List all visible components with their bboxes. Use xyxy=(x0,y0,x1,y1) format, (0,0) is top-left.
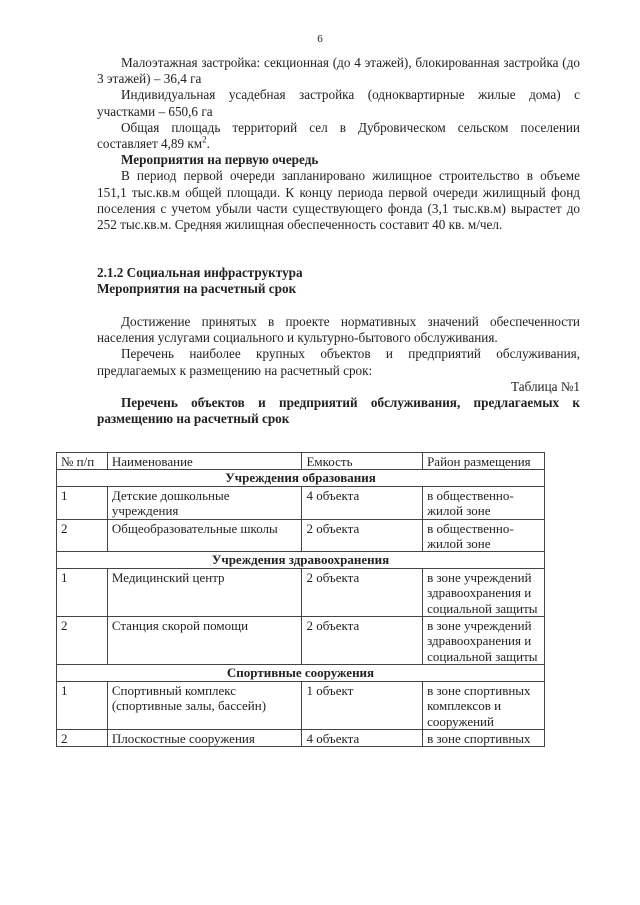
table-row xyxy=(57,681,545,729)
heading-first-stage: Мероприятия на первую очередь xyxy=(121,152,319,168)
header-area: Район размещения xyxy=(423,453,545,470)
table-row xyxy=(57,519,545,552)
cell-capacity: 1 объект xyxy=(302,681,423,729)
group-row-sports xyxy=(57,665,545,681)
cell-area: в зоне учреждений здравоохранения и социальной защиты xyxy=(423,617,545,665)
cell-area: в зоне спортивных комплексов и сооружений xyxy=(423,681,545,729)
group-title: Спортивные сооружения xyxy=(57,665,545,681)
cell-capacity: 2 объекта xyxy=(302,617,423,665)
section-title: 2.1.2 Социальная инфраструктура xyxy=(97,265,303,280)
table-label: Таблица №1 xyxy=(511,378,580,394)
header-capacity: Емкость xyxy=(302,453,423,470)
cell-name: Станция скорой помощи xyxy=(107,617,302,665)
paragraph-total-area xyxy=(97,120,580,152)
section-text-block xyxy=(97,314,580,427)
total-area-text: Общая площадь территорий сел в Дубровическом сельском поселении составляет 4,89 км xyxy=(97,119,580,152)
table-row xyxy=(57,729,545,746)
cell-num: 1 xyxy=(57,486,108,519)
group-row-healthcare xyxy=(57,552,545,568)
paragraph-first-stage: В период первой очереди запланировано жилищное строительство в объеме 151,1 тыс.кв.м общей площади. К концу периода первой очереди жилищный фонд поселения с учетом убыли части существующего фонда (3,1 тыс.кв.м) вырастет до 252 тыс.кв.м. Средняя жилищная обеспеченность составит 40 кв. м/чел. xyxy=(97,168,580,233)
cell-name: Общеобразовательные школы xyxy=(107,519,302,552)
cell-capacity: 4 объекта xyxy=(302,486,423,519)
section-subheading: Мероприятия на расчетный срок xyxy=(97,281,297,297)
paragraph-low-rise: Малоэтажная застройка: секционная (до 4 этажей), блокированная застройка (до 3 этажей) – 36,4 га xyxy=(97,55,580,87)
cell-name: Детские дошкольные учреждения xyxy=(107,486,302,519)
header-name: Наименование xyxy=(107,453,302,470)
paragraph-list-intro: Перечень наиболее крупных объектов и предприятий обслуживания, предлагаемых к размещению на расчетный срок: xyxy=(97,346,580,378)
cell-name: Медицинский центр xyxy=(107,568,302,616)
table-row xyxy=(57,568,545,616)
cell-capacity: 2 объекта xyxy=(302,568,423,616)
cell-num: 2 xyxy=(57,519,108,552)
cell-area: в общественно-жилой зоне xyxy=(423,486,545,519)
cell-capacity: 4 объекта xyxy=(302,729,423,746)
cell-area: в зоне спортивных xyxy=(423,729,545,746)
group-title: Учреждения здравоохранения xyxy=(57,552,545,568)
table-row xyxy=(57,617,545,665)
total-area-end: . xyxy=(206,136,210,152)
cell-num: 2 xyxy=(57,729,108,746)
paragraph-individual-housing: Индивидуальная усадебная застройка (одноквартирные жилые дома) с участками – 650,6 га xyxy=(97,87,580,119)
table-title: Перечень объектов и предприятий обслуживания, предлагаемых к размещению на расчетный срок xyxy=(97,395,580,427)
cell-area: в зоне учреждений здравоохранения и социальной защиты xyxy=(423,568,545,616)
services-table xyxy=(56,452,545,747)
group-title: Учреждения образования xyxy=(57,470,545,486)
paragraph-achievement: Достижение принятых в проекте нормативных значений обеспеченности населения услугами социального и культурно-бытового обслуживания. xyxy=(97,314,580,346)
cell-num: 1 xyxy=(57,568,108,616)
cell-num: 2 xyxy=(57,617,108,665)
cell-name: Спортивный комплекс (спортивные залы, бассейн) xyxy=(107,681,302,729)
cell-area: в общественно-жилой зоне xyxy=(423,519,545,552)
group-row-education xyxy=(57,470,545,486)
table-header-row xyxy=(57,453,545,470)
cell-name: Плоскостные сооружения xyxy=(107,729,302,746)
page-number: 6 xyxy=(317,33,323,45)
section-heading-block xyxy=(97,265,580,297)
superscript-2: 2 xyxy=(202,134,207,145)
header-num: № п/п xyxy=(57,453,108,470)
cell-num: 1 xyxy=(57,681,108,729)
cell-capacity: 2 объекта xyxy=(302,519,423,552)
table-row xyxy=(57,486,545,519)
top-text-block xyxy=(97,55,580,233)
